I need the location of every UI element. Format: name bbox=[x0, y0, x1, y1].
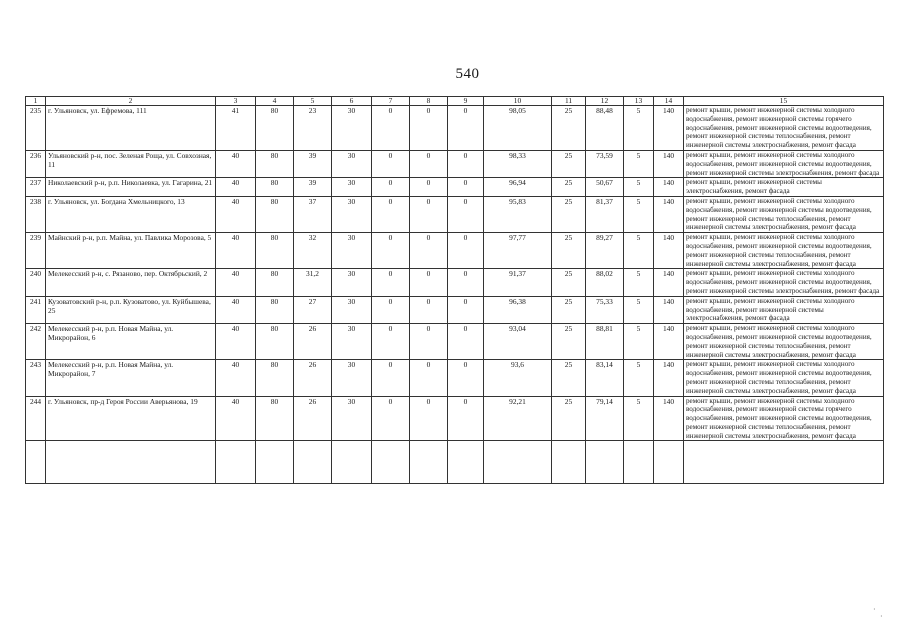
table-row bbox=[26, 196, 884, 232]
table-row bbox=[26, 324, 884, 360]
value-cell-c14: 140 bbox=[654, 106, 684, 151]
column-header-15: 15 bbox=[684, 97, 884, 106]
works-cell: ремонт крыши, ремонт инженерной системы холодного водоснабжения, ремонт инженерной системы водоотведения, ремонт инженерной системы электроснабжения, ремонт фасада bbox=[684, 269, 884, 296]
value-cell-c4: 80 bbox=[256, 396, 294, 441]
table-body bbox=[26, 106, 884, 484]
value-cell-c6: 30 bbox=[332, 360, 372, 396]
address-cell: г. Ульяновск, пр-д Героя России Аверьянова, 19 bbox=[46, 396, 216, 441]
works-cell: ремонт крыши, ремонт инженерной системы электроснабжения, ремонт фасада bbox=[684, 178, 884, 197]
value-cell-c6: 30 bbox=[332, 196, 372, 232]
value-cell-c5: 31,2 bbox=[294, 269, 332, 296]
value-cell-c9: 0 bbox=[448, 178, 484, 197]
value-cell-c6: 30 bbox=[332, 233, 372, 269]
value-cell-c11: 25 bbox=[552, 196, 586, 232]
value-cell-c7: 0 bbox=[372, 324, 410, 360]
address-cell: Мелекесский р-н, р.п. Новая Майна, ул. Микрорайон, 7 bbox=[46, 360, 216, 396]
value-cell-c10: 93,04 bbox=[484, 324, 552, 360]
address-cell: Ульяновский р-н, пос. Зеленая Роща, ул. Совхозная, 11 bbox=[46, 150, 216, 177]
value-cell-c5: 32 bbox=[294, 233, 332, 269]
value-cell-c11: 25 bbox=[552, 269, 586, 296]
value-cell-c4: 80 bbox=[256, 324, 294, 360]
value-cell-c14: 140 bbox=[654, 324, 684, 360]
value-cell-c10: 98,05 bbox=[484, 106, 552, 151]
value-cell-c13: 5 bbox=[624, 150, 654, 177]
address-cell: г. Ульяновск, ул. Богдана Хмельницкого, 13 bbox=[46, 196, 216, 232]
value-cell-c12: 88,02 bbox=[586, 269, 624, 296]
value-cell-c3: 40 bbox=[216, 396, 256, 441]
empty-cell bbox=[372, 441, 410, 484]
value-cell-c5: 39 bbox=[294, 150, 332, 177]
value-cell-c4: 80 bbox=[256, 106, 294, 151]
empty-cell bbox=[654, 441, 684, 484]
value-cell-c14: 140 bbox=[654, 196, 684, 232]
repair-program-table bbox=[25, 96, 884, 484]
value-cell-c8: 0 bbox=[410, 233, 448, 269]
empty-cell bbox=[216, 441, 256, 484]
value-cell-c10: 92,21 bbox=[484, 396, 552, 441]
value-cell-c12: 88,81 bbox=[586, 324, 624, 360]
value-cell-c12: 88,48 bbox=[586, 106, 624, 151]
value-cell-c13: 5 bbox=[624, 178, 654, 197]
value-cell-c5: 26 bbox=[294, 396, 332, 441]
value-cell-c10: 91,37 bbox=[484, 269, 552, 296]
value-cell-c10: 96,38 bbox=[484, 296, 552, 323]
value-cell-c3: 40 bbox=[216, 269, 256, 296]
value-cell-c7: 0 bbox=[372, 178, 410, 197]
value-cell-c12: 83,14 bbox=[586, 360, 624, 396]
table-row bbox=[26, 233, 884, 269]
value-cell-c6: 30 bbox=[332, 324, 372, 360]
address-cell: Майнский р-н, р.п. Майна, ул. Павлика Морозова, 5 bbox=[46, 233, 216, 269]
value-cell-c3: 41 bbox=[216, 106, 256, 151]
value-cell-c6: 30 bbox=[332, 296, 372, 323]
empty-cell bbox=[624, 441, 654, 484]
table-row bbox=[26, 269, 884, 296]
value-cell-c12: 79,14 bbox=[586, 396, 624, 441]
value-cell-c4: 80 bbox=[256, 296, 294, 323]
address-cell: Мелекесский р-н, с. Рязаново, пер. Октябрьский, 2 bbox=[46, 269, 216, 296]
column-header-6: 6 bbox=[332, 97, 372, 106]
empty-cell bbox=[552, 441, 586, 484]
value-cell-c9: 0 bbox=[448, 269, 484, 296]
value-cell-c12: 73,59 bbox=[586, 150, 624, 177]
page-number: 540 bbox=[455, 66, 480, 82]
value-cell-c3: 40 bbox=[216, 178, 256, 197]
table-row bbox=[26, 396, 884, 441]
value-cell-c9: 0 bbox=[448, 324, 484, 360]
value-cell-c4: 80 bbox=[256, 233, 294, 269]
value-cell-c11: 25 bbox=[552, 324, 586, 360]
value-cell-c14: 140 bbox=[654, 396, 684, 441]
value-cell-c7: 0 bbox=[372, 150, 410, 177]
value-cell-c6: 30 bbox=[332, 178, 372, 197]
value-cell-c6: 30 bbox=[332, 106, 372, 151]
row-number: 237 bbox=[26, 178, 46, 197]
value-cell-c10: 97,77 bbox=[484, 233, 552, 269]
value-cell-c14: 140 bbox=[654, 360, 684, 396]
value-cell-c14: 140 bbox=[654, 296, 684, 323]
value-cell-c8: 0 bbox=[410, 360, 448, 396]
table-row bbox=[26, 106, 884, 151]
works-cell: ремонт крыши, ремонт инженерной системы холодного водоснабжения, ремонт инженерной системы водоотведения, ремонт инженерной системы теплоснабжения, ремонт инженерной системы электроснабжения, ремонт фасада bbox=[684, 233, 884, 269]
column-header-8: 8 bbox=[410, 97, 448, 106]
value-cell-c14: 140 bbox=[654, 178, 684, 197]
empty-cell bbox=[332, 441, 372, 484]
value-cell-c4: 80 bbox=[256, 269, 294, 296]
address-cell: Мелекесский р-н, р.п. Новая Майна, ул. Микрорайон, 6 bbox=[46, 324, 216, 360]
row-number: 242 bbox=[26, 324, 46, 360]
value-cell-c7: 0 bbox=[372, 296, 410, 323]
empty-cell bbox=[484, 441, 552, 484]
column-header-9: 9 bbox=[448, 97, 484, 106]
row-number: 240 bbox=[26, 269, 46, 296]
value-cell-c7: 0 bbox=[372, 396, 410, 441]
empty-cell bbox=[586, 441, 624, 484]
empty-row bbox=[26, 441, 884, 484]
value-cell-c3: 40 bbox=[216, 296, 256, 323]
table-row bbox=[26, 178, 884, 197]
value-cell-c4: 80 bbox=[256, 150, 294, 177]
column-header-5: 5 bbox=[294, 97, 332, 106]
value-cell-c8: 0 bbox=[410, 296, 448, 323]
value-cell-c11: 25 bbox=[552, 106, 586, 151]
empty-cell bbox=[256, 441, 294, 484]
value-cell-c14: 140 bbox=[654, 233, 684, 269]
works-cell: ремонт крыши, ремонт инженерной системы холодного водоснабжения, ремонт инженерной системы водоотведения, ремонт инженерной системы теплоснабжения, ремонт инженерной системы электроснабжения, ремонт фасада bbox=[684, 360, 884, 396]
scan-speck: · bbox=[880, 612, 883, 621]
value-cell-c7: 0 bbox=[372, 196, 410, 232]
empty-cell bbox=[294, 441, 332, 484]
row-number: 238 bbox=[26, 196, 46, 232]
value-cell-c13: 5 bbox=[624, 296, 654, 323]
value-cell-c5: 27 bbox=[294, 296, 332, 323]
works-cell: ремонт крыши, ремонт инженерной системы холодного водоснабжения, ремонт инженерной системы водоотведения, ремонт инженерной системы теплоснабжения, ремонт инженерной системы электроснабжения, ремонт фасада bbox=[684, 324, 884, 360]
empty-cell bbox=[26, 441, 46, 484]
works-cell: ремонт крыши, ремонт инженерной системы холодного водоснабжения, ремонт инженерной системы водоотведения, ремонт инженерной системы электроснабжения, ремонт фасада bbox=[684, 150, 884, 177]
value-cell-c5: 26 bbox=[294, 360, 332, 396]
column-header-1: 1 bbox=[26, 97, 46, 106]
value-cell-c9: 0 bbox=[448, 396, 484, 441]
value-cell-c13: 5 bbox=[624, 396, 654, 441]
value-cell-c14: 140 bbox=[654, 269, 684, 296]
value-cell-c10: 98,33 bbox=[484, 150, 552, 177]
value-cell-c12: 75,33 bbox=[586, 296, 624, 323]
address-cell: Николаевский р-н, р.п. Николаевка, ул. Гагарина, 21 bbox=[46, 178, 216, 197]
value-cell-c10: 96,94 bbox=[484, 178, 552, 197]
value-cell-c9: 0 bbox=[448, 106, 484, 151]
value-cell-c11: 25 bbox=[552, 396, 586, 441]
value-cell-c8: 0 bbox=[410, 269, 448, 296]
value-cell-c13: 5 bbox=[624, 324, 654, 360]
empty-cell bbox=[410, 441, 448, 484]
works-cell: ремонт крыши, ремонт инженерной системы холодного водоснабжения, ремонт инженерной системы электроснабжения, ремонт фасада bbox=[684, 296, 884, 323]
value-cell-c12: 89,27 bbox=[586, 233, 624, 269]
value-cell-c10: 93,6 bbox=[484, 360, 552, 396]
value-cell-c8: 0 bbox=[410, 324, 448, 360]
value-cell-c8: 0 bbox=[410, 396, 448, 441]
value-cell-c5: 26 bbox=[294, 324, 332, 360]
value-cell-c9: 0 bbox=[448, 360, 484, 396]
value-cell-c4: 80 bbox=[256, 360, 294, 396]
value-cell-c13: 5 bbox=[624, 360, 654, 396]
value-cell-c11: 25 bbox=[552, 233, 586, 269]
value-cell-c8: 0 bbox=[410, 178, 448, 197]
value-cell-c3: 40 bbox=[216, 360, 256, 396]
value-cell-c9: 0 bbox=[448, 196, 484, 232]
value-cell-c7: 0 bbox=[372, 106, 410, 151]
value-cell-c7: 0 bbox=[372, 233, 410, 269]
value-cell-c3: 40 bbox=[216, 324, 256, 360]
value-cell-c12: 81,37 bbox=[586, 196, 624, 232]
row-number: 239 bbox=[26, 233, 46, 269]
header-row bbox=[26, 97, 884, 106]
value-cell-c8: 0 bbox=[410, 106, 448, 151]
value-cell-c5: 39 bbox=[294, 178, 332, 197]
table-row bbox=[26, 296, 884, 323]
column-header-14: 14 bbox=[654, 97, 684, 106]
value-cell-c11: 25 bbox=[552, 150, 586, 177]
value-cell-c4: 80 bbox=[256, 196, 294, 232]
table-row bbox=[26, 360, 884, 396]
value-cell-c13: 5 bbox=[624, 269, 654, 296]
column-header-10: 10 bbox=[484, 97, 552, 106]
row-number: 241 bbox=[26, 296, 46, 323]
column-header-12: 12 bbox=[586, 97, 624, 106]
value-cell-c11: 25 bbox=[552, 178, 586, 197]
works-cell: ремонт крыши, ремонт инженерной системы холодного водоснабжения, ремонт инженерной системы водоотведения, ремонт инженерной системы теплоснабжения, ремонт инженерной системы электроснабжения, ремонт фасада bbox=[684, 196, 884, 232]
value-cell-c8: 0 bbox=[410, 196, 448, 232]
address-cell: г. Ульяновск, ул. Ефремова, 111 bbox=[46, 106, 216, 151]
column-header-2: 2 bbox=[46, 97, 216, 106]
works-cell: ремонт крыши, ремонт инженерной системы холодного водоснабжения, ремонт инженерной системы горячего водоснабжения, ремонт инженерной системы водоотведения, ремонт инженерной системы теплоснабжения, ремонт инженерной системы электроснабжения, ремонт фасада bbox=[684, 106, 884, 151]
column-header-3: 3 bbox=[216, 97, 256, 106]
value-cell-c12: 50,67 bbox=[586, 178, 624, 197]
column-header-4: 4 bbox=[256, 97, 294, 106]
table-row bbox=[26, 150, 884, 177]
value-cell-c9: 0 bbox=[448, 296, 484, 323]
value-cell-c7: 0 bbox=[372, 360, 410, 396]
value-cell-c11: 25 bbox=[552, 360, 586, 396]
value-cell-c3: 40 bbox=[216, 233, 256, 269]
value-cell-c9: 0 bbox=[448, 150, 484, 177]
row-number: 235 bbox=[26, 106, 46, 151]
value-cell-c9: 0 bbox=[448, 233, 484, 269]
address-cell: Кузоватовский р-н, р.п. Кузоватово, ул. Куйбышева, 25 bbox=[46, 296, 216, 323]
value-cell-c6: 30 bbox=[332, 269, 372, 296]
row-number: 244 bbox=[26, 396, 46, 441]
value-cell-c5: 23 bbox=[294, 106, 332, 151]
value-cell-c6: 30 bbox=[332, 396, 372, 441]
empty-cell bbox=[46, 441, 216, 484]
row-number: 236 bbox=[26, 150, 46, 177]
row-number: 243 bbox=[26, 360, 46, 396]
column-header-11: 11 bbox=[552, 97, 586, 106]
value-cell-c4: 80 bbox=[256, 178, 294, 197]
value-cell-c13: 5 bbox=[624, 233, 654, 269]
value-cell-c11: 25 bbox=[552, 296, 586, 323]
value-cell-c8: 0 bbox=[410, 150, 448, 177]
value-cell-c3: 40 bbox=[216, 150, 256, 177]
column-header-13: 13 bbox=[624, 97, 654, 106]
value-cell-c5: 37 bbox=[294, 196, 332, 232]
value-cell-c13: 5 bbox=[624, 106, 654, 151]
empty-cell bbox=[684, 441, 884, 484]
value-cell-c14: 140 bbox=[654, 150, 684, 177]
value-cell-c6: 30 bbox=[332, 150, 372, 177]
column-header-7: 7 bbox=[372, 97, 410, 106]
value-cell-c13: 5 bbox=[624, 196, 654, 232]
value-cell-c10: 95,83 bbox=[484, 196, 552, 232]
works-cell: ремонт крыши, ремонт инженерной системы холодного водоснабжения, ремонт инженерной системы горячего водоснабжения, ремонт инженерной системы водоотведения, ремонт инженерной системы теплоснабжения, ремонт инженерной системы электроснабжения, ремонт фасада bbox=[684, 396, 884, 441]
value-cell-c7: 0 bbox=[372, 269, 410, 296]
empty-cell bbox=[448, 441, 484, 484]
scan-speck: · bbox=[873, 605, 876, 614]
value-cell-c3: 40 bbox=[216, 196, 256, 232]
